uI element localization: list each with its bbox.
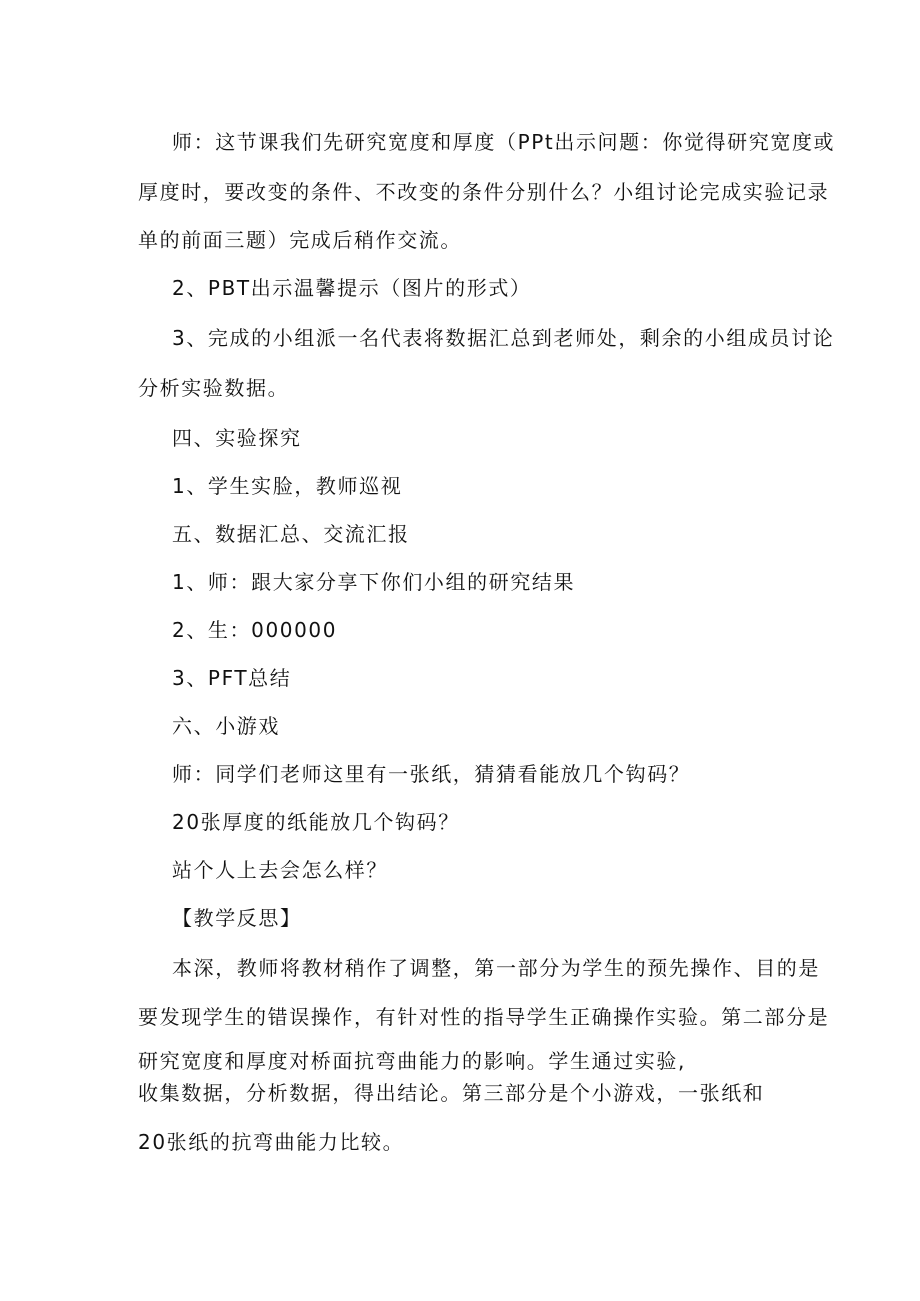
paragraph-line: 研究宽度和厚度对桥面抗弯曲能力的影响。学生通过实验, bbox=[138, 1049, 686, 1073]
paragraph-line: 师：这节课我们先研究宽度和厚度（PPt出示问题：你觉得研究宽度或 bbox=[172, 130, 836, 154]
reflection-heading: 【教学反思】 bbox=[172, 906, 302, 930]
paragraph-line: 20张纸的抗弯曲能力比较。 bbox=[138, 1130, 405, 1154]
paragraph-line: 3、完成的小组派一名代表将数据汇总到老师处，剩余的小组成员讨论 bbox=[172, 326, 835, 350]
paragraph-line: 收集数据，分析数据，得出结论。第三部分是个小游戏，一张纸和 bbox=[138, 1081, 765, 1105]
paragraph-line: 要发现学生的错误操作，有针对性的指导学生正确操作实验。第二部分是 bbox=[138, 1005, 830, 1029]
paragraph-line: 厚度时，要改变的条件、不改变的条件分别什么？小组讨论完成实验记录 bbox=[138, 180, 830, 204]
paragraph-line: 本深，教师将教材稍作了调整，第一部分为学生的预先操作、目的是 bbox=[172, 956, 820, 980]
list-item: 1、学生实脸，教师巡视 bbox=[172, 474, 403, 498]
section-heading: 五、数据汇总、交流汇报 bbox=[172, 522, 410, 546]
paragraph-line: 分析实验数据。 bbox=[138, 376, 290, 400]
paragraph-line: 师：同学们老师这里有一张纸，猜猜看能放几个钩码？ bbox=[172, 762, 691, 786]
paragraph-line: 单的前面三题）完成后稍作交流。 bbox=[138, 228, 462, 252]
paragraph-line: 20张厚度的纸能放几个钩码？ bbox=[172, 810, 460, 834]
list-item: 2、生：000000 bbox=[172, 618, 338, 642]
list-item: 2、PBT出示温馨提示（图片的形式） bbox=[172, 276, 532, 300]
section-heading: 四、实验探究 bbox=[172, 426, 302, 450]
list-item: 1、师：跟大家分享下你们小组的研究结果 bbox=[172, 570, 576, 594]
paragraph-line: 站个人上去会怎么样？ bbox=[172, 858, 388, 882]
list-item: 3、PFT总结 bbox=[172, 666, 292, 690]
section-heading: 六、小游戏 bbox=[172, 714, 280, 738]
